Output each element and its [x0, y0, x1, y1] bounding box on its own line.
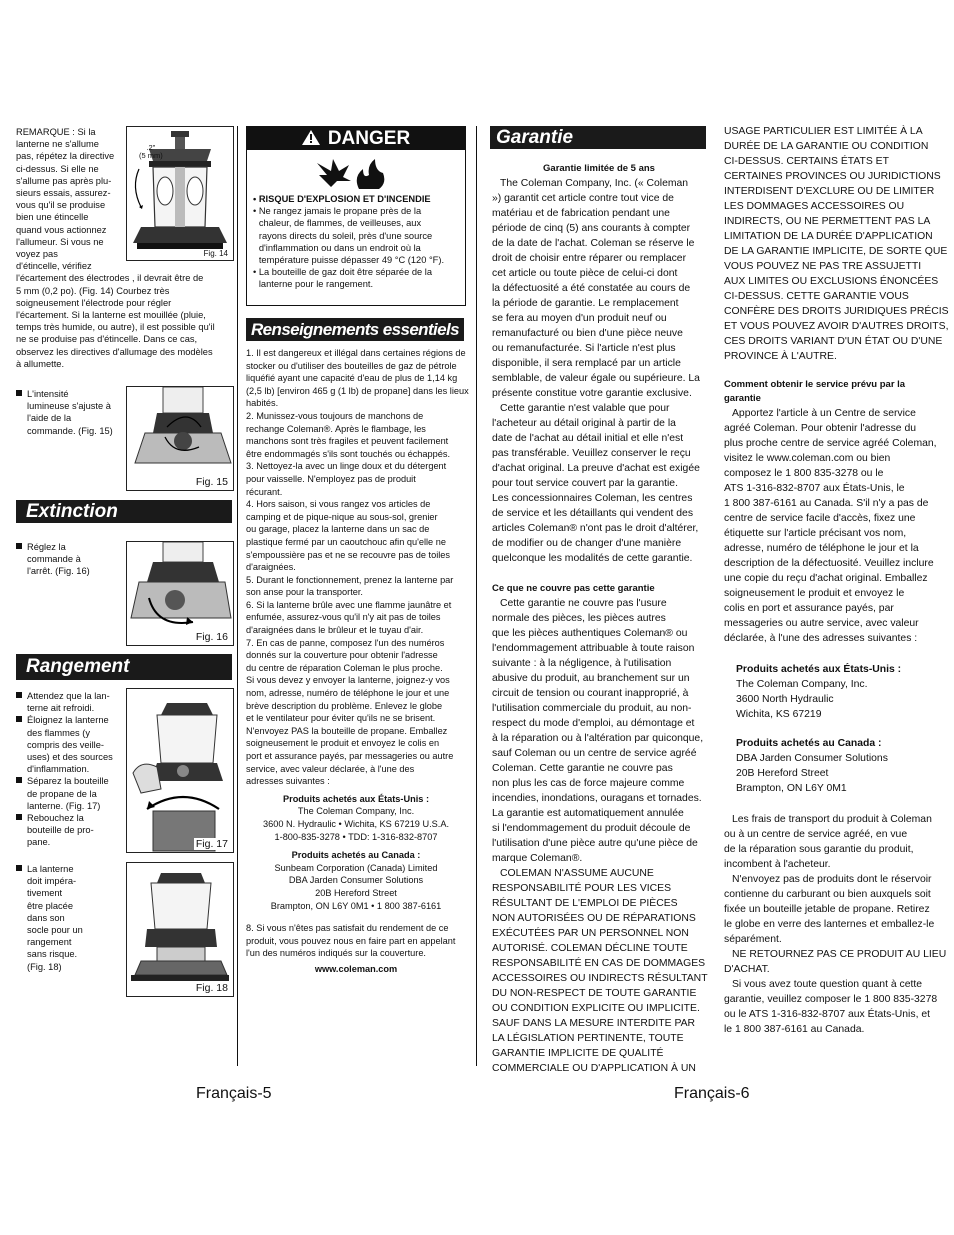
text-line: composez le 1 800 835-3278 ou le: [724, 468, 884, 479]
fig14-label: Fig. 14: [203, 249, 228, 258]
lanterne-text: La lanterne doit impéra- tivement être placée dans son socle pour un rangement sans risque. (Fig. 18): [27, 864, 83, 972]
rangement-list: [16, 690, 128, 849]
text-line: rechange Coleman®. Après le flambage, les: [246, 423, 426, 434]
text-line: 8. Si vous n'êtes pas satisfait du rendement de ce: [246, 923, 449, 934]
text-line: 3. Nettoyez-la avec un linge doux et du détergent: [246, 461, 447, 472]
text-line: que les pièces authentiques Coleman® ou: [492, 628, 688, 639]
text-line: LA LÉGISLATION PERTINENTE, TOUTE: [492, 1033, 684, 1044]
text-line: d'araignées dans le brûleur et le tuyau d'air.: [246, 625, 424, 636]
text-line: du centre de réparation Coleman le plus proche.: [246, 662, 443, 673]
text-line: soigneusement le produit et envoyez le: [724, 588, 905, 599]
text-line: INDIRECTS, OU NE PERMETTENT PAS LA: [724, 216, 931, 227]
text-line: RESPONSABILITÉ EN CAS DE DOMMAGES: [492, 958, 706, 969]
text-line: plus proche centre de service agréé Coleman,: [724, 438, 937, 449]
text-line: de la réparation sous garantie du produit,: [724, 844, 914, 855]
text-line: la période de garantie. Le remplacement: [492, 298, 679, 309]
lantern-knob-icon: [127, 387, 233, 490]
text-line: enfumée, assurez-vous qu'il n'y ait pas de toiles: [246, 612, 441, 623]
text-line: soigneusement l'électrode pour régler: [16, 297, 172, 308]
text-line: garantie: [724, 393, 761, 404]
text-line: l'utilisation commerciale du produit, au non-: [492, 703, 692, 714]
canada-address: [736, 751, 944, 796]
canada-address-heading: Produits achetés au Canada :: [736, 738, 882, 749]
garantie-continued: [724, 124, 949, 1037]
text-line: visitez le www.coleman.com ou bien: [724, 453, 891, 464]
text-line: lanterne ne s'allume: [16, 139, 99, 150]
text-line: marque Coleman®.: [492, 853, 583, 864]
text-line: ou le ATS 1-316-832-8707 aux États-Unis, et: [724, 1009, 931, 1020]
text-line: OU CONDITION EXPLICITE OU IMPLICITE.: [492, 1003, 700, 1014]
service-subheading: [724, 378, 944, 406]
text-line: messageries ou autre service, avec valeur: [724, 618, 919, 629]
bullet-icon: [16, 543, 22, 549]
figure-17: [126, 688, 234, 853]
text-line: AUTORISÉ. COLEMAN DÉCLINE TOUTE: [492, 943, 688, 954]
text-line: sieurs essais, assurez-: [16, 188, 111, 199]
danger-list: [253, 193, 463, 291]
page-number-left: Français-5: [196, 1085, 272, 1102]
garantie-subheading: Garantie limitée de 5 ans: [543, 163, 655, 174]
text-line: DU NON-RESPECT DE TOUTE GARANTIE: [492, 988, 697, 999]
text-line: ou à un centre de service agréé, en vue: [724, 829, 908, 840]
text-line: LES DOMMAGES ACCESSOIRES OU: [724, 201, 905, 212]
rangement-item-1: [16, 690, 128, 714]
text-line: incendies, inondations, ouragans et tornades.: [492, 793, 702, 804]
canada-address-heading: Produits achetés au Canada :: [291, 850, 421, 861]
lanterne-block: [16, 863, 126, 973]
intensite-block: [16, 388, 128, 437]
text-line: 5. Durant le fonctionnement, prenez la lanterne par: [246, 574, 454, 585]
text-line: manchons sont très fragiles et peuvent facilement: [246, 436, 449, 447]
text-line: l'allumeur. Si vous ne: [16, 236, 104, 247]
text-line: description de la défectuosité. Veuillez inclure: [724, 558, 934, 569]
danger-box: [246, 126, 466, 306]
website-link[interactable]: www.coleman.com: [314, 963, 398, 974]
text-line: voyez pas: [16, 249, 58, 260]
text-line: Si vous avez toute question quant à cette: [732, 979, 923, 990]
extinction-text: Réglez la commande à l'arrêt. (Fig. 16): [27, 542, 90, 577]
text-line: CERTAINES PROVINCES OU JURIDICTIONS: [724, 171, 941, 182]
text-line: Wichita, KS 67219: [736, 709, 822, 720]
text-line: étiquette sur l'article précisant vos nom,: [724, 528, 907, 539]
text-line: ET VOUS POUVEZ AVOIR D'AUTRES DROITS,: [724, 321, 949, 332]
usa-address-block: [724, 662, 944, 722]
text-line: pas, répétez la directive: [16, 151, 115, 162]
text-line: d'achat original. La preuve d'achat est exigée: [492, 463, 700, 474]
text-line: le 1 800 387-6161 au Canada.: [724, 1024, 865, 1035]
text-line: INTERDISENT D'EXCLURE OU DE LIMITER: [724, 186, 935, 197]
text-line: colis en port et assurance payés, par: [724, 603, 894, 614]
text-line: Coleman. Cette garantie ne couvre pas: [492, 763, 673, 774]
text-line: Si vous devez y envoyer la lanterne, joignez-y vos: [246, 675, 450, 686]
text-line: normale des pièces, les pièces autres: [492, 613, 666, 624]
text-line: se fera au moyen d'un produit neuf ou: [492, 313, 667, 324]
bullet-icon: [16, 814, 22, 820]
extinction-block: [16, 541, 126, 578]
text-line: circuit de tension ou courant inapproprié, à: [492, 688, 689, 699]
text-line: séparément.: [724, 934, 782, 945]
text-line: incombent à l'acheteur.: [724, 859, 831, 870]
text-line: brève description du problème. Enlevez le globe: [246, 700, 443, 711]
text-line: Comment obtenir le service prévu par la: [724, 379, 906, 390]
figure-18: [126, 862, 234, 997]
text-line: CES DROITS VARIANT D'UN ÉTAT OU D'UNE: [724, 336, 943, 347]
text-line: 1. Il est dangereux et illégal dans certaines régions de: [246, 348, 466, 358]
text-line: garantie, veuillez composer le 1 800 835-3278: [724, 994, 938, 1005]
text-line: PROVINCE À L'AUTRE.: [724, 351, 837, 362]
danger-title: DANGER: [327, 128, 411, 149]
text-line: pas transférable. Veuillez conserver le reçu: [492, 448, 691, 459]
text-line: respect du mode d'emploi, au démontage et: [492, 718, 695, 729]
text-line: quand vous actionnez: [16, 224, 107, 235]
text-line: D'ACHAT.: [724, 964, 770, 975]
text-line: le globe en verre des lanternes et emballez-le: [724, 919, 935, 930]
text-line: l'écartement. Si la lanterne est mouillée (pluie,: [16, 310, 206, 321]
text-line: adresse, numéro de téléphone le jour et la: [724, 543, 919, 554]
rangement-item-4: [16, 812, 128, 849]
intensite-text: L'intensité lumineuse s'ajuste à l'aide de la commande. (Fig. 15): [27, 389, 113, 436]
renseignements-heading: Renseignements essentiels: [246, 318, 464, 341]
text-line: USAGE PARTICULIER EST LIMITÉE À LA: [724, 126, 923, 137]
fig17-label: Fig. 17: [195, 838, 228, 850]
text-line: VOUS POUVEZ NE PAS TRE ASSUJETTI: [724, 261, 922, 272]
text-line: nom, adresse, numéro de téléphone le jour et une: [246, 688, 450, 699]
text-line: ou remanufacturée. Si l'article n'est plus: [492, 343, 676, 354]
text-line: à allumette.: [16, 358, 65, 369]
text-line: non plus les cas de force majeure comme: [492, 778, 685, 789]
text-line: The Coleman Company, Inc.: [297, 806, 415, 817]
text-line: semblable, de valeur égale ou supérieure. La: [492, 373, 700, 384]
text-line: vous qu'il se produise: [16, 200, 106, 211]
bullet-icon: [16, 865, 22, 871]
text-line: camping et de pique-nique au sous-sol, grenier: [246, 511, 438, 522]
warning-triangle-icon: [302, 127, 320, 150]
usa-address: [736, 677, 944, 722]
text-line: adresses suivantes :: [246, 776, 330, 787]
text-line: l'un des numéros indiqués sur la couverture.: [246, 948, 426, 959]
exclusions-paragraph: [492, 596, 706, 866]
bullet-icon: [16, 390, 22, 396]
text-line: quelconque les modalités de cette garantie.: [492, 553, 693, 564]
text-line: disponible, il sera remplacé par un article: [492, 358, 681, 369]
text-line: droit de choisir entre réparer ou remplacer: [492, 253, 687, 264]
text-line: 2. Munissez-vous toujours de manchons de: [246, 410, 424, 421]
text-line: 1 800 387-6161 au Canada. S'il n'y a pas de: [724, 498, 929, 509]
text-line: être endommagés s'ils sont touchés ou échappés.: [246, 448, 451, 459]
rangement-item-text: Rebouchez la bouteille de pro- pane.: [27, 813, 94, 848]
text-line: 1-800-835-3278 • TDD: 1-316-832-8707: [274, 831, 438, 842]
garantie-text: [492, 162, 706, 1076]
text-line: DBA Jarden Consumer Solutions: [736, 753, 888, 764]
item-8: [246, 922, 466, 960]
text-line: s'empoussière pas et ne se recouvre pas de toiles: [246, 549, 450, 560]
text-line: une copie du reçu d'achat original. Emballez: [724, 573, 928, 584]
text-line: temps très humide, ou autre), il est possible qu'il: [16, 322, 215, 333]
text-line: Cette garantie n'est valable que pour: [500, 403, 670, 414]
text-line: matériau et de fabrication pendant une: [492, 208, 670, 219]
text-line: liquéfié ayant une capacité d'eau de plus de 1,14 kg: [246, 373, 458, 384]
text-line: date de l'achat au détail initial et elle n'est: [492, 433, 684, 444]
exclusions-subheading: Ce que ne couvre pas cette garantie: [492, 583, 655, 594]
text-line: pour vaisselle. N'employez pas de produit: [246, 473, 416, 484]
text-line: récurant.: [246, 486, 283, 497]
text-line: RESPONSABILITÉ POUR LES VICES: [492, 883, 672, 894]
figure-14: [126, 126, 234, 261]
text-line: bien une étincelle: [16, 212, 89, 223]
text-line: pour tout service couvert par la garantie.: [492, 478, 678, 489]
text-line: soigneusement le produit et envoyez le colis en: [246, 738, 440, 749]
garantie-heading: Garantie: [490, 126, 706, 149]
text-line: (2,5 lb) [environ 465 g (1 lb) de propane] dans les lieux: [246, 385, 469, 396]
danger-header: [247, 127, 465, 150]
questions-paragraph: [724, 977, 944, 1037]
text-line: COMMERCIALE OU D'APPLICATION À UN: [492, 1063, 696, 1074]
text-line: GARANTIE IMPLICITE DE QUALITÉ: [492, 1048, 664, 1059]
text-line: suivante : à la négligence, à l'utilisation: [492, 658, 672, 669]
text-line: The Coleman Company, Inc. (« Coleman: [500, 178, 689, 189]
text-line: habités.: [246, 398, 279, 409]
text-line: d'araignées.: [246, 562, 296, 573]
canada-address: [246, 862, 466, 912]
text-line: stocker ou d'utiliser des bouteilles de gaz de pétrole: [246, 360, 457, 371]
danger-item-3: • La bouteille de gaz doit être séparée de la lanterne pour le rangement.: [253, 267, 432, 290]
text-line: 4. Hors saison, si vous rangez vos articles de: [246, 499, 431, 510]
text-line: son anse pour la transporter.: [246, 587, 363, 598]
text-line: port et assurance payés, par messageries ou autre: [246, 751, 454, 761]
explosion-fire-icon: [313, 157, 393, 191]
text-line: 3600 N. Hydraulic • Wichita, KS 67219 U.S.A.: [262, 818, 450, 829]
text-line: donnés sur la couverture pour obtenir l'adresse: [246, 650, 438, 661]
fig16-label: Fig. 16: [195, 631, 228, 643]
text-line: l'acheteur au détail original à partir de la: [492, 418, 676, 429]
text-line: s'allume pas après plu-: [16, 175, 112, 186]
text-line: de modifier ou de changer d'une manière: [492, 538, 682, 549]
fig14-dimension: .2" (5 mm): [139, 143, 163, 160]
text-line: Brampton, ON L6Y 0M1: [736, 783, 847, 794]
liability-paragraph: [492, 866, 706, 1076]
text-line: présente constitue votre garantie exclusive.: [492, 388, 692, 399]
text-line: 20B Hereford Street: [315, 887, 397, 898]
limitation-paragraph: [724, 124, 949, 364]
shipping-paragraph: [724, 812, 944, 872]
page-number-right: Français-6: [674, 1085, 750, 1102]
text-line: d'étincelle, vérifiez: [16, 261, 92, 272]
lantern-off-knob-icon: [127, 542, 233, 645]
fuel-paragraph: [724, 872, 944, 947]
text-line: de service et les détaillants qui vendent des: [492, 508, 694, 519]
rangement-item-3: [16, 775, 128, 812]
bullet-icon: [16, 777, 22, 783]
text-line: articles Coleman® n'ont pas le droit d'altérer,: [492, 523, 699, 534]
text-line: agréé Coleman. Pour obtenir l'adresse du: [724, 423, 917, 434]
text-line: CI-DESSUS. CETTE GARANTIE VOUS: [724, 291, 909, 302]
text-line: N'envoyez PAS la bouteille de propane. Emballez: [246, 725, 448, 736]
text-line: N'envoyez pas de produits dont le réservoir: [732, 874, 932, 885]
rangement-heading: Rangement: [16, 654, 232, 680]
text-line: 6. Si la lanterne brûle avec une flamme jaunâtre et: [246, 599, 452, 610]
text-line: ») garantit cet article contre tout vice de: [492, 193, 674, 204]
text-line: La garantie est automatiquement annulée: [492, 808, 684, 819]
text-line: fixée un bouteille jetable de propane. Retirez: [724, 904, 930, 915]
text-line: Les frais de transport du produit à Coleman: [732, 814, 932, 825]
text-line: Brampton, ON L6Y 0M1 • 1 800 387-6161: [270, 900, 442, 911]
text-line: 7. En cas de panne, composez l'un des numéros: [246, 637, 445, 648]
text-line: ci-dessus. Si elle ne: [16, 163, 99, 174]
lantern-base-icon: [127, 863, 233, 996]
rangement-item-text: Attendez que la lan- terne ait refroidi.: [27, 691, 110, 714]
usa-address: [246, 805, 466, 843]
text-line: si l'endommagement du produit découle de: [492, 823, 691, 834]
canada-address-block: [724, 736, 944, 796]
rangement-item-text: Éloignez la lanterne des flammes (y compris des veille- uses) et des sources d'inflammation.: [27, 715, 113, 775]
text-line: RÉSULTANT DE L'EMPLOI DE PIÈCES: [492, 898, 678, 909]
text-line: produit, vous pouvez nous en faire part en appelant: [246, 935, 456, 946]
usa-address-heading: Produits achetés aux États-Unis :: [282, 793, 430, 804]
text-line: Les concessionnaires Coleman, les centres: [492, 493, 693, 504]
column-divider: [237, 126, 238, 1066]
garantie-paragraph-2: [492, 401, 706, 566]
lantern-separate-bottle-icon: [127, 689, 233, 852]
text-line: 20B Hereford Street: [736, 768, 829, 779]
figure-16: [126, 541, 234, 646]
column-divider: [476, 126, 477, 1066]
text-line: et le ventilateur pour éviter qu'ils ne se brisent.: [246, 713, 436, 724]
text-line: abusive du produit, au branchement sur un: [492, 673, 690, 684]
text-line: l'écartement des électrodes , il devrait être de: [16, 273, 204, 284]
danger-item-2: • Ne rangez jamais le propane près de la chaleur, de flammes, de veilleuses, aux rayons directs du soleil, près d'une source d'inflammation ou dans un endroit où la température puisse dépasser 49 °C (120 °F).: [253, 206, 445, 266]
text-line: période de cinq (5) ans courants à compter: [492, 223, 691, 234]
text-line: ATS 1-316-832-8707 aux États-Unis, le: [724, 483, 905, 494]
text-line: DBA Jarden Consumer Solutions: [288, 875, 424, 886]
text-line: Sunbeam Corporation (Canada) Limited: [274, 862, 438, 873]
extinction-heading: Extinction: [16, 500, 232, 523]
text-line: à la réparation ou à l'altération par quiconque,: [492, 733, 704, 744]
text-line: la défectuosité a été constatée au cours de: [492, 283, 691, 294]
text-line: DE LA GARANTIE IMPLICITE, DE SORTE QUE: [724, 246, 948, 257]
text-line: Cette garantie ne couvre pas l'usure: [500, 598, 667, 609]
text-line: observez les directives d'allumage des modèles: [16, 346, 213, 357]
text-line: déclarée, à l'une des adresses suivantes :: [724, 633, 918, 644]
text-line: service, avec valeur déclarée, à l'une des: [246, 763, 415, 774]
usa-address-heading: Produits achetés aux États-Unis :: [736, 664, 902, 675]
text-line: The Coleman Company, Inc.: [736, 679, 868, 690]
bullet-icon: [16, 716, 22, 722]
text-line: CI-DESSUS. CERTAINS ÉTATS ET: [724, 156, 889, 167]
fig18-label: Fig. 18: [195, 982, 228, 994]
text-line: COLEMAN N'ASSUME AUCUNE: [500, 868, 654, 879]
text-line: l'utilisation d'une pièce autre qu'une pièce de: [492, 838, 698, 849]
text-line: cet article ou toute pièce de celui-ci dont: [492, 268, 678, 279]
text-line: de la date de l'achat. Coleman se réserve le: [492, 238, 695, 249]
text-line: centre de service facile d'accès, fixez une: [724, 513, 916, 524]
text-line: remanufacturé ou bien d'une pièce neuve: [492, 328, 683, 339]
text-line: 5 mm (0,2 po). (Fig. 14) Courbez très: [16, 285, 170, 296]
text-line: LIMITATION DE LA DURÉE D'APPLICATION: [724, 231, 933, 242]
text-line: DURÉE DE LA GARANTIE OU CONDITION: [724, 141, 929, 152]
garantie-paragraph-1: [492, 176, 706, 401]
text-line: contienne du carburant ou bien auxquels soit: [724, 889, 931, 900]
bullet-icon: [16, 692, 22, 698]
danger-item-1: • RISQUE D'EXPLOSION ET D'INCENDIE: [253, 194, 431, 204]
text-line: ne se produise pas d'étincelle. Dans ce cas,: [16, 334, 198, 345]
fig15-label: Fig. 15: [195, 476, 228, 488]
text-line: EXÉCUTÉES PAR UN PERSONNEL NON: [492, 928, 689, 939]
text-line: l'endommagement attribuable à toute raison: [492, 643, 695, 654]
text-line: Apportez l'article à un Centre de service: [732, 408, 916, 419]
return-paragraph: [724, 947, 947, 977]
renseignements-list: [246, 347, 469, 976]
text-line: AUX LIMITES OU EXCLUSIONS ÉNONCÉES: [724, 276, 939, 287]
rangement-item-2: [16, 714, 128, 775]
text-line: 3600 North Hydraulic: [736, 694, 834, 705]
service-paragraph: [724, 406, 944, 646]
text-line: REMARQUE : Si la: [16, 127, 96, 137]
text-line: sauf Coleman ou un centre de service agréé: [492, 748, 697, 759]
text-line: NE RETOURNEZ PAS CE PRODUIT AU LIEU: [732, 949, 947, 960]
text-line: CONFÈRE DES DROITS JURIDIQUES PRÉCIS: [724, 306, 949, 317]
text-line: ACCESSOIRES OU INDIRECTS RÉSULTANT: [492, 973, 708, 984]
renseignements-text: [246, 347, 469, 788]
text-line: ou garage, placez la lanterne dans un sac de: [246, 524, 430, 535]
rangement-item-text: Séparez la bouteille de propane de la lanterne. (Fig. 17): [27, 776, 109, 811]
text-line: NON AUTORISÉES OU DE RÉPARATIONS: [492, 913, 696, 924]
text-line: SAUF DANS LA MESURE INTERDITE PAR: [492, 1018, 696, 1029]
text-line: plastique fermé par un caoutchouc afin qu'elle ne: [246, 536, 446, 547]
figure-15: [126, 386, 234, 491]
